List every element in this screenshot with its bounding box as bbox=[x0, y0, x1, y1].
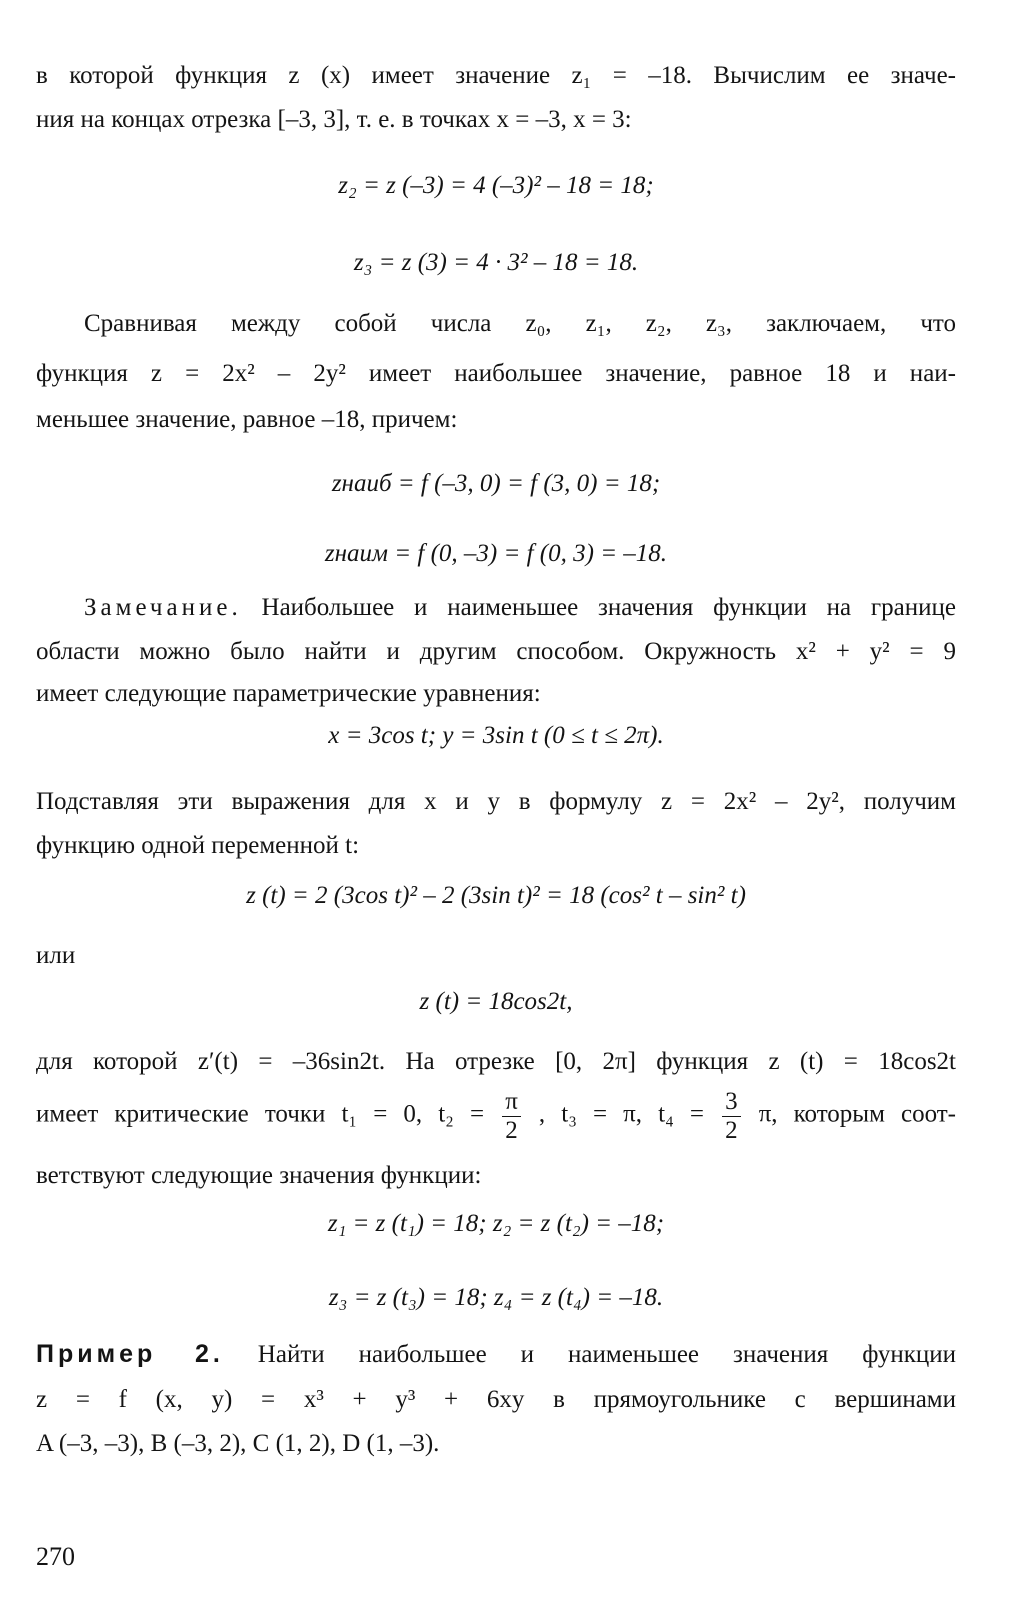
remark-line2: области можно было найти и другим способом. Окружность x² + y² = 9 bbox=[36, 638, 956, 665]
equation-z3: z₃ = z (3) = 4 · 3² – 18 = 18. bbox=[353, 249, 639, 276]
fraction-numerator: 3 bbox=[722, 1088, 741, 1117]
para4-line3: ветствуют следующие значения функции: bbox=[36, 1162, 482, 1189]
remark-line3: имеет следующие параметрические уравнения: bbox=[36, 680, 541, 707]
example-line2: z = f (x, y) = x³ + y³ + 6xy в прямоугольнике с вершинами bbox=[36, 1386, 956, 1413]
equation-z2: z₂ = z (–3) = 4 (–3)² – 18 = 18; bbox=[338, 172, 654, 199]
fraction-denominator: 2 bbox=[725, 1116, 738, 1144]
critical-points-middle: , t₃ = π, t₄ = bbox=[538, 1100, 704, 1128]
fraction-3-over-2 bbox=[722, 1088, 741, 1144]
para1-line2: ния на концах отрезка [–3, 3], т. е. в точках x = –3, x = 3: bbox=[36, 106, 632, 133]
fraction-pi-over-2 bbox=[502, 1088, 521, 1144]
para2-line2: функция z = 2x² – 2y² имеет наибольшее значение, равное 18 и наи- bbox=[36, 360, 956, 387]
equation-parametric: x = 3cos t; y = 3sin t (0 ≤ t ≤ 2π). bbox=[328, 722, 664, 749]
equation-values-1: z₁ = z (t₁) = 18; z₂ = z (t₂) = –18; bbox=[327, 1210, 665, 1237]
word-or: или bbox=[36, 942, 76, 969]
para2-line1: Сравнивая между собой числа z₀, z₁, z₂, z₃, заключаем, что bbox=[84, 310, 956, 337]
example-line1 bbox=[36, 1338, 956, 1372]
example-label: Пример 2. bbox=[36, 1340, 224, 1368]
equation-zt: z (t) = 18cos2t, bbox=[419, 988, 573, 1015]
remark-text: Наибольшее и наименьшее значения функции на границе bbox=[261, 594, 957, 621]
remark-line1 bbox=[36, 592, 956, 625]
page bbox=[36, 0, 956, 1600]
para4-line2 bbox=[36, 1088, 956, 1144]
example-line3: A (–3, –3), B (–3, 2), C (1, 2), D (1, –3). bbox=[36, 1430, 440, 1457]
page-number: 270 bbox=[36, 1542, 75, 1571]
critical-points-start: имеет критические точки t₁ = 0, t₂ = bbox=[36, 1100, 485, 1128]
equation-zt-expanded: z (t) = 2 (3cos t)² – 2 (3sin t)² = 18 (cos² t – sin² t) bbox=[246, 882, 746, 909]
fraction-denominator: 2 bbox=[505, 1116, 518, 1144]
para2-line3: меньшее значение, равное –18, причем: bbox=[36, 406, 458, 433]
equation-zmin: zнаим = f (0, –3) = f (0, 3) = –18. bbox=[324, 540, 668, 567]
para4-line1: для которой z′(t) = –36sin2t. На отрезке [0, 2π] функция z (t) = 18cos2t bbox=[36, 1048, 956, 1075]
equation-zmax: zнаиб = f (–3, 0) = f (3, 0) = 18; bbox=[331, 470, 661, 497]
fraction-numerator: π bbox=[502, 1088, 521, 1117]
para3-line1: Подставляя эти выражения для x и y в формулу z = 2x² – 2y², получим bbox=[36, 788, 956, 815]
para3-line2: функцию одной переменной t: bbox=[36, 832, 360, 859]
para1-line1: в которой функция z (x) имеет значение z₁ = –18. Вычислим ее значе- bbox=[36, 62, 956, 89]
critical-points-end: π, которым соот- bbox=[758, 1100, 957, 1128]
example-text: Найти наибольшее и наименьшее значения функции bbox=[257, 1341, 956, 1368]
remark-label: Замечание. bbox=[84, 594, 242, 621]
equation-values-2: z₃ = z (t₃) = 18; z₄ = z (t₄) = –18. bbox=[328, 1284, 664, 1311]
